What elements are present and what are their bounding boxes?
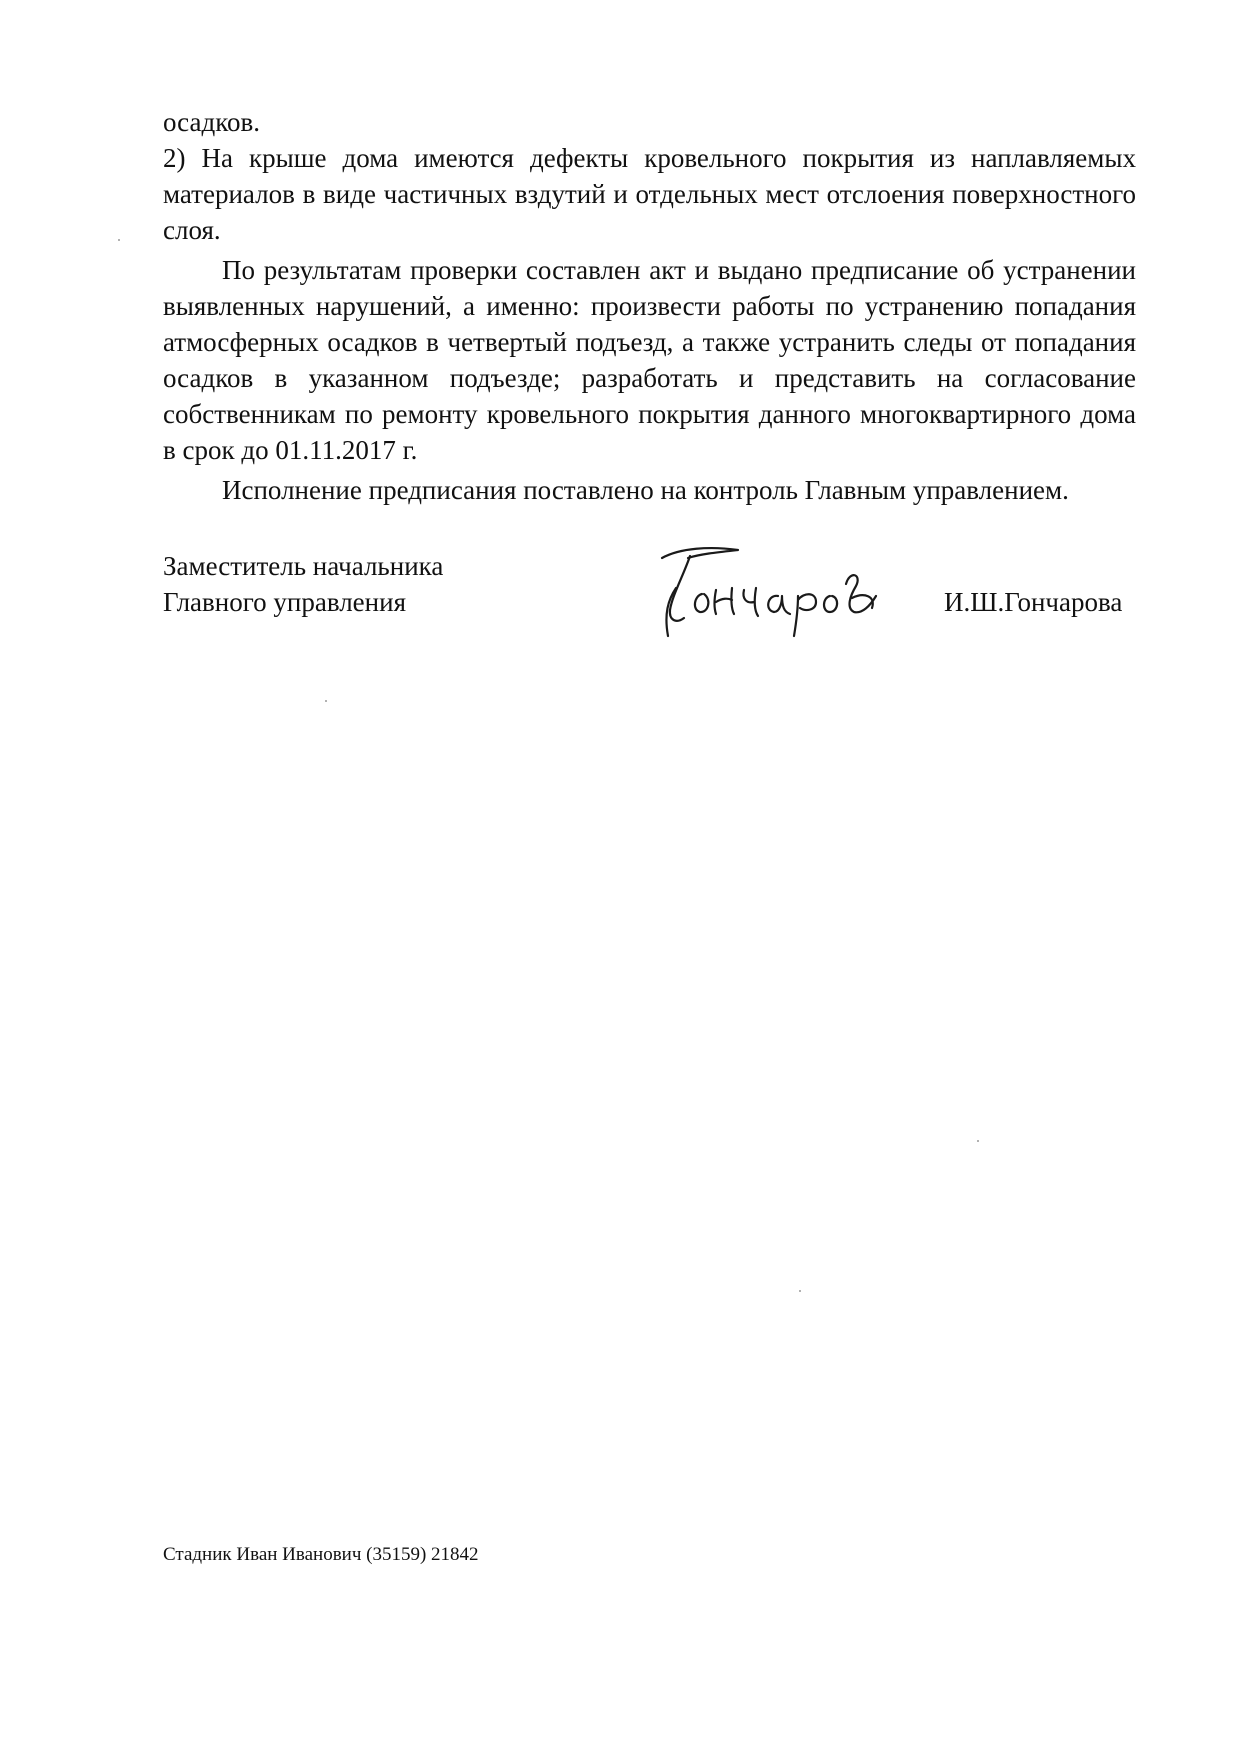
scan-speck bbox=[325, 700, 327, 702]
handwritten-signature bbox=[650, 540, 890, 640]
signatory-position bbox=[163, 548, 443, 620]
paragraph-control: Исполнение предписания поставлено на контроль Главным управлением. bbox=[222, 475, 1069, 505]
paragraph-continuation: осадков. bbox=[163, 107, 260, 137]
paragraph-inspection-results: По результатам проверки составлен акт и выдано предписание об устранении выявленных нарушений, а именно: произвести работы по устранению попадания атмосферных осадков в четвертый подъезд, а также устранить следы от попадания осадков в указанном подъезде; разработать и представить на согласование собственникам по ремонту кровельного покрытия данного многоквартирного дома в срок до 01.11.2017 г. bbox=[163, 255, 1136, 465]
scan-speck bbox=[799, 1290, 801, 1292]
scan-speck bbox=[118, 239, 120, 241]
scan-speck bbox=[977, 1140, 979, 1142]
signatory-position-line1: Заместитель начальника bbox=[163, 551, 444, 581]
signatory-name: И.Ш.Гончарова bbox=[944, 587, 1123, 617]
signatory-position-line2: Главного управления bbox=[163, 587, 406, 617]
letter-body bbox=[163, 104, 1136, 508]
executor-contact: Стадник Иван Иванович (35159) 21842 bbox=[163, 1544, 479, 1565]
paragraph-roof-defects: 2) На крыше дома имеются дефекты кровельного покрытия из наплавляемых материалов в виде частичных вздутий и отдельных мест отслоения поверхностного слоя. bbox=[163, 143, 1136, 245]
